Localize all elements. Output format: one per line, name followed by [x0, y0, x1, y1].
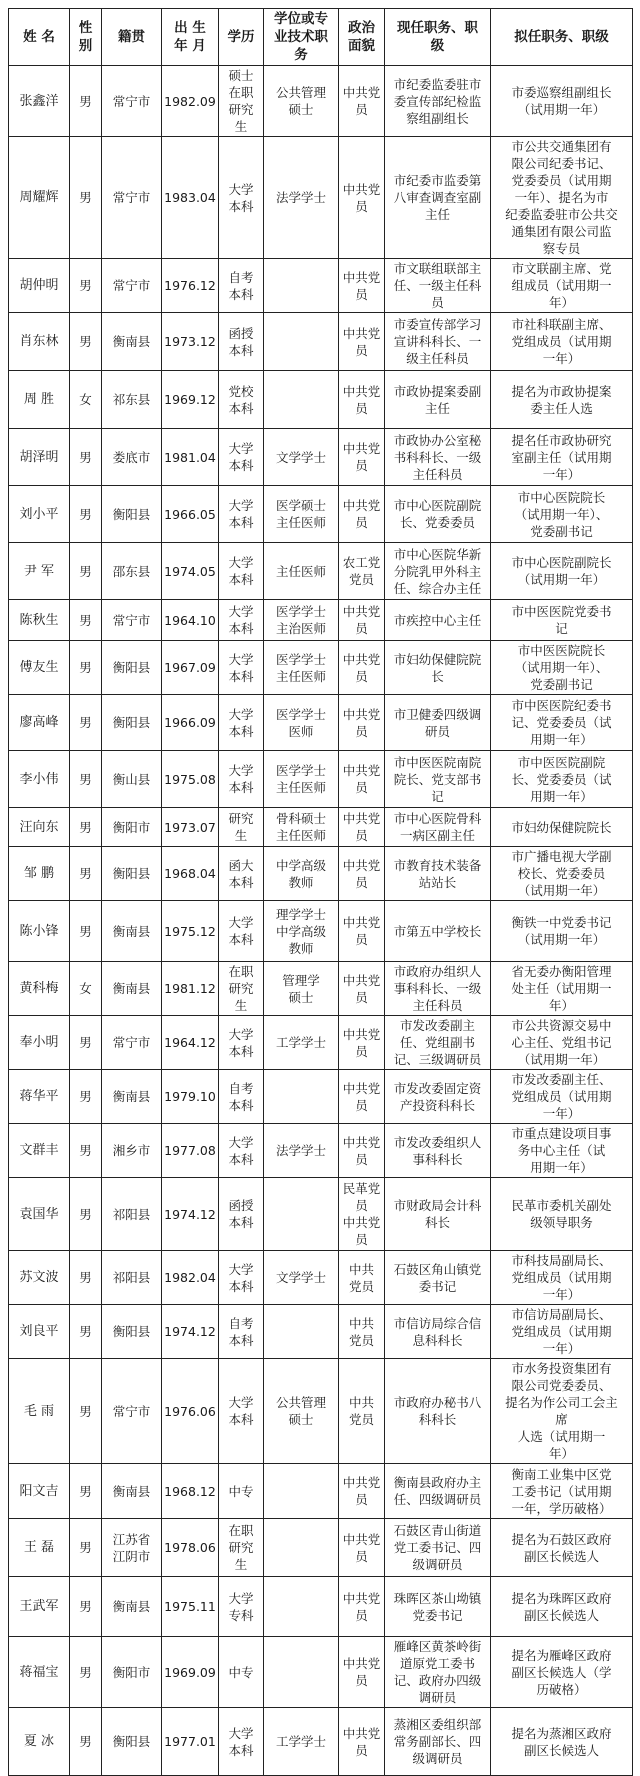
cell-gender: 男 [70, 1178, 102, 1251]
cell-birth: 1969.09 [162, 1637, 219, 1708]
cell-political: 中共党 员 [339, 137, 385, 259]
cell-proposed-position: 提名为雁峰区政府 副区长候选人（学 历破格） [491, 1637, 633, 1708]
cell-name: 奉小明 [9, 1016, 70, 1070]
cell-degree [264, 1305, 339, 1359]
cell-education: 自考 本科 [219, 1070, 264, 1124]
cell-education: 大学 本科 [219, 1708, 264, 1776]
cell-political: 中共党 员 [339, 962, 385, 1016]
cell-birth: 1967.09 [162, 641, 219, 695]
cell-current-position: 蒸湘区委组织部 常务副部长、四 级调研员 [385, 1708, 491, 1776]
cell-proposed-position: 市公共交通集团有 限公司纪委书记、 党委委员（试用期 一年）、提名为市 纪委监委驻市公共交 通集团有限公司监 察专员 [491, 137, 633, 259]
cell-current-position: 市疾控中心主任 [385, 600, 491, 641]
cell-proposed-position: 市中医医院党委书 记 [491, 600, 633, 641]
cell-birth: 1977.01 [162, 1708, 219, 1776]
cell-degree: 文学学士 [264, 1251, 339, 1305]
cell-degree: 工学学士 [264, 1708, 339, 1776]
cell-birth: 1966.09 [162, 695, 219, 751]
table-row [9, 1637, 633, 1708]
table-row [9, 429, 633, 486]
cell-degree: 公共管理 硕士 [264, 1359, 339, 1464]
cell-name: 胡仲明 [9, 259, 70, 313]
cell-birth: 1974.12 [162, 1305, 219, 1359]
cell-current-position: 衡南县政府办主 任、四级调研员 [385, 1464, 491, 1519]
cell-name: 文群丰 [9, 1124, 70, 1178]
cell-current-position: 市卫健委四级调 研员 [385, 695, 491, 751]
header-degree: 学位或专 业技术职 务 [264, 9, 339, 66]
cell-origin: 衡南县 [102, 1070, 162, 1124]
cell-origin: 衡南县 [102, 313, 162, 371]
table-row [9, 66, 633, 137]
cell-gender: 男 [70, 600, 102, 641]
cell-education: 大学 本科 [219, 1359, 264, 1464]
cell-name: 尹 军 [9, 543, 70, 600]
cell-gender: 男 [70, 259, 102, 313]
cell-name: 周 胜 [9, 371, 70, 429]
cell-education: 中专 [219, 1464, 264, 1519]
table-row [9, 1519, 633, 1577]
table-row [9, 486, 633, 543]
cell-degree [264, 1464, 339, 1519]
cell-education: 大学 本科 [219, 429, 264, 486]
cell-political: 中共党 员 [339, 1464, 385, 1519]
cell-proposed-position: 市中医医院副院 长、党委委员（试 用期一年） [491, 751, 633, 808]
cell-proposed-position: 市广播电视大学副 校长、党委委员 （试用期一年） [491, 847, 633, 901]
cell-degree: 公共管理 硕士 [264, 66, 339, 137]
header-name: 姓 名 [9, 9, 70, 66]
cell-gender: 男 [70, 66, 102, 137]
cell-gender: 男 [70, 695, 102, 751]
cell-gender: 男 [70, 486, 102, 543]
cell-political: 中共党 员 [339, 808, 385, 847]
cell-proposed-position: 省无委办衡阳管理 处主任（试用期一 年） [491, 962, 633, 1016]
cell-current-position: 市政协提案委副 主任 [385, 371, 491, 429]
cell-degree: 医学学士 主任医师 [264, 751, 339, 808]
cell-proposed-position: 市妇幼保健院院长 [491, 808, 633, 847]
cell-degree: 骨科硕士 主任医师 [264, 808, 339, 847]
cell-name: 夏 冰 [9, 1708, 70, 1776]
cell-gender: 男 [70, 1016, 102, 1070]
cell-political: 中共党 员 [339, 259, 385, 313]
cell-political: 中共党 员 [339, 751, 385, 808]
cell-name: 傅友生 [9, 641, 70, 695]
cell-current-position: 石鼓区青山街道 党工委书记、四 级调研员 [385, 1519, 491, 1577]
cell-name: 阳文吉 [9, 1464, 70, 1519]
table-row [9, 901, 633, 962]
cell-gender: 男 [70, 1305, 102, 1359]
cell-birth: 1968.04 [162, 847, 219, 901]
table-row [9, 600, 633, 641]
cell-education: 大学 本科 [219, 1251, 264, 1305]
cell-birth: 1981.12 [162, 962, 219, 1016]
cell-birth: 1969.12 [162, 371, 219, 429]
cell-origin: 湘乡市 [102, 1124, 162, 1178]
cell-name: 汪向东 [9, 808, 70, 847]
table-row [9, 751, 633, 808]
cell-origin: 祁阳县 [102, 1178, 162, 1251]
cell-name: 陈小锋 [9, 901, 70, 962]
cell-proposed-position: 市委巡察组副组长 （试用期一年） [491, 66, 633, 137]
cell-political: 中共党 员 [339, 1637, 385, 1708]
cell-degree: 医学学士 主治医师 [264, 600, 339, 641]
cell-gender: 男 [70, 751, 102, 808]
cell-origin: 衡阳县 [102, 695, 162, 751]
cell-gender: 男 [70, 1637, 102, 1708]
cell-name: 胡泽明 [9, 429, 70, 486]
cell-proposed-position: 市科技局副局长、 党组成员（试用期 一年） [491, 1251, 633, 1305]
cell-current-position: 市信访局综合信 息科科长 [385, 1305, 491, 1359]
cell-political: 中共党 员 [339, 486, 385, 543]
cell-proposed-position: 提名为珠晖区政府 副区长候选人 [491, 1577, 633, 1637]
cell-degree: 管理学 硕士 [264, 962, 339, 1016]
cell-origin: 娄底市 [102, 429, 162, 486]
cell-proposed-position: 市公共资源交易中 心主任、党组书记 （试用期一年） [491, 1016, 633, 1070]
table-row [9, 808, 633, 847]
cell-birth: 1982.04 [162, 1251, 219, 1305]
cell-birth: 1974.12 [162, 1178, 219, 1251]
cell-name: 陈秋生 [9, 600, 70, 641]
cell-political: 中共党 员 [339, 600, 385, 641]
cell-name: 邹 鹏 [9, 847, 70, 901]
cell-birth: 1968.12 [162, 1464, 219, 1519]
table-row [9, 1577, 633, 1637]
cell-origin: 衡阳县 [102, 847, 162, 901]
cell-current-position: 市中心医院骨科 一病区副主任 [385, 808, 491, 847]
cell-education: 函大 本科 [219, 847, 264, 901]
cell-proposed-position: 市信访局副局长、 党组成员（试用期 一年） [491, 1305, 633, 1359]
header-proposed-position: 拟任职务、职级 [491, 9, 633, 66]
cell-political: 中共党 员 [339, 66, 385, 137]
header-current-position: 现任职务、职 级 [385, 9, 491, 66]
cell-origin: 衡阳县 [102, 1708, 162, 1776]
cell-current-position: 市中医医院南院 院长、党支部书 记 [385, 751, 491, 808]
header-political: 政治 面貌 [339, 9, 385, 66]
cell-gender: 男 [70, 641, 102, 695]
cell-origin: 祁东县 [102, 371, 162, 429]
header-gender: 性 别 [70, 9, 102, 66]
cell-current-position: 市政府办组织人 事科科长、一级 主任科员 [385, 962, 491, 1016]
cell-birth: 1976.12 [162, 259, 219, 313]
cell-degree [264, 371, 339, 429]
table-row [9, 1359, 633, 1464]
cell-gender: 男 [70, 1359, 102, 1464]
cell-name: 苏文波 [9, 1251, 70, 1305]
cell-political: 中共党 员 [339, 313, 385, 371]
cell-education: 大学 本科 [219, 641, 264, 695]
cell-proposed-position: 市中心医院副院长 （试用期一年） [491, 543, 633, 600]
cell-current-position: 市中心医院华新 分院乳甲外科主 任、综合办主任 [385, 543, 491, 600]
cell-birth: 1975.12 [162, 901, 219, 962]
cell-birth: 1979.10 [162, 1070, 219, 1124]
cell-current-position: 市委宣传部学习 宣讲科科长、一 级主任科员 [385, 313, 491, 371]
cell-political: 中共党 员 [339, 1519, 385, 1577]
cell-political: 中共党 员 [339, 695, 385, 751]
cell-degree [264, 1577, 339, 1637]
table-row [9, 1464, 633, 1519]
cell-education: 大学 专科 [219, 1577, 264, 1637]
cell-degree: 医学硕士 主任医师 [264, 486, 339, 543]
cell-political: 中共党 员 [339, 1577, 385, 1637]
cell-political: 中共党 员 [339, 847, 385, 901]
cell-political: 中共党 员 [339, 1124, 385, 1178]
table-row [9, 695, 633, 751]
table-row [9, 371, 633, 429]
cell-political: 中共党 员 [339, 1708, 385, 1776]
cell-name: 袁国华 [9, 1178, 70, 1251]
cell-political: 中共党 员 [339, 901, 385, 962]
cell-degree: 中学高级 教师 [264, 847, 339, 901]
table-row [9, 847, 633, 901]
cell-origin: 衡阳市 [102, 808, 162, 847]
cell-name: 肖东林 [9, 313, 70, 371]
cell-birth: 1976.06 [162, 1359, 219, 1464]
cell-political: 中共党 员 [339, 1070, 385, 1124]
cell-degree: 理学学士 中学高级 教师 [264, 901, 339, 962]
cell-birth: 1977.08 [162, 1124, 219, 1178]
cell-proposed-position: 提名为石鼓区政府 副区长候选人 [491, 1519, 633, 1577]
cell-current-position: 市发改委副主 任、党组副书 记、三级调研员 [385, 1016, 491, 1070]
cell-name: 蒋华平 [9, 1070, 70, 1124]
cell-proposed-position: 市文联副主席、党 组成员（试用期一 年） [491, 259, 633, 313]
cell-education: 大学 本科 [219, 1016, 264, 1070]
table-row [9, 1708, 633, 1776]
cell-name: 廖高峰 [9, 695, 70, 751]
cell-degree [264, 1070, 339, 1124]
table-row [9, 259, 633, 313]
cell-gender: 男 [70, 313, 102, 371]
cell-political: 中共党 员 [339, 1016, 385, 1070]
cell-birth: 1975.08 [162, 751, 219, 808]
cell-education: 函授 本科 [219, 1178, 264, 1251]
header-birth: 出 生 年 月 [162, 9, 219, 66]
cell-proposed-position: 市发改委副主任、 党组成员（试用期 一年） [491, 1070, 633, 1124]
cell-current-position: 市纪委市监委第 八审查调查室副 主任 [385, 137, 491, 259]
cell-education: 大学 本科 [219, 543, 264, 600]
cell-political: 中共党 员 [339, 429, 385, 486]
cell-current-position: 市文联组联部主 任、一级主任科 员 [385, 259, 491, 313]
cell-education: 党校 本科 [219, 371, 264, 429]
cell-origin: 邵东县 [102, 543, 162, 600]
cell-gender: 男 [70, 137, 102, 259]
cell-name: 周耀辉 [9, 137, 70, 259]
cell-current-position: 雁峰区黄茶岭街 道原党工委书 记、政府办四级 调研员 [385, 1637, 491, 1708]
cell-proposed-position: 提名任市政协研究 室副主任（试用期 一年） [491, 429, 633, 486]
cell-gender: 男 [70, 1708, 102, 1776]
cell-birth: 1983.04 [162, 137, 219, 259]
cell-education: 自考 本科 [219, 259, 264, 313]
table-row [9, 1178, 633, 1251]
cell-gender: 男 [70, 1124, 102, 1178]
cell-education: 函授 本科 [219, 313, 264, 371]
cell-current-position: 市发改委固定资 产投资科科长 [385, 1070, 491, 1124]
cell-birth: 1978.06 [162, 1519, 219, 1577]
cell-proposed-position: 衡铁一中党委书记 （试用期一年） [491, 901, 633, 962]
cell-birth: 1982.09 [162, 66, 219, 137]
cell-name: 王 磊 [9, 1519, 70, 1577]
cell-current-position: 市政府办秘书八 科科长 [385, 1359, 491, 1464]
cell-education: 大学 本科 [219, 901, 264, 962]
header-education: 学历 [219, 9, 264, 66]
cell-degree: 工学学士 [264, 1016, 339, 1070]
cell-birth: 1964.12 [162, 1016, 219, 1070]
cell-origin: 祁阳县 [102, 1251, 162, 1305]
cell-origin: 衡山县 [102, 751, 162, 808]
table-row [9, 1124, 633, 1178]
cell-gender: 男 [70, 429, 102, 486]
cell-political: 中共 党员 [339, 1305, 385, 1359]
cell-name: 黄科梅 [9, 962, 70, 1016]
cell-education: 大学 本科 [219, 486, 264, 543]
cell-current-position: 市第五中学校长 [385, 901, 491, 962]
table-header-row [9, 9, 633, 66]
cell-degree: 法学学士 [264, 1124, 339, 1178]
cell-proposed-position: 市中医医院院长 （试用期一年）、 党委副书记 [491, 641, 633, 695]
cell-degree: 法学学士 [264, 137, 339, 259]
cell-education: 大学 本科 [219, 1124, 264, 1178]
table-row [9, 137, 633, 259]
cell-name: 李小伟 [9, 751, 70, 808]
cell-proposed-position: 衡南工业集中区党 工委书记（试用期 一年，学历破格） [491, 1464, 633, 1519]
cell-birth: 1973.07 [162, 808, 219, 847]
table-row [9, 313, 633, 371]
cell-education: 研究 生 [219, 808, 264, 847]
cell-current-position: 石鼓区角山镇党 委书记 [385, 1251, 491, 1305]
cell-origin: 江苏省 江阴市 [102, 1519, 162, 1577]
cell-origin: 衡阳县 [102, 1305, 162, 1359]
cell-political: 中共党 员 [339, 641, 385, 695]
cell-political: 中共党 员 [339, 371, 385, 429]
cell-proposed-position: 民革市委机关副处 级领导职务 [491, 1178, 633, 1251]
cell-gender: 女 [70, 962, 102, 1016]
cell-education: 大学 本科 [219, 751, 264, 808]
table-row [9, 1016, 633, 1070]
cell-name: 刘小平 [9, 486, 70, 543]
appointment-table [8, 8, 633, 1776]
cell-name: 张鑫洋 [9, 66, 70, 137]
cell-origin: 常宁市 [102, 1016, 162, 1070]
cell-proposed-position: 市重点建设项目事 务中心主任（试 用期一年） [491, 1124, 633, 1178]
table-row [9, 543, 633, 600]
cell-gender: 男 [70, 543, 102, 600]
cell-name: 毛 雨 [9, 1359, 70, 1464]
cell-political: 中共 党员 [339, 1251, 385, 1305]
cell-degree [264, 313, 339, 371]
cell-political: 民革党 员 中共党 员 [339, 1178, 385, 1251]
cell-current-position: 市中心医院副院 长、党委委员 [385, 486, 491, 543]
cell-education: 大学 本科 [219, 600, 264, 641]
cell-political: 农工党 党员 [339, 543, 385, 600]
cell-birth: 1973.12 [162, 313, 219, 371]
cell-degree: 主任医师 [264, 543, 339, 600]
cell-gender: 男 [70, 1070, 102, 1124]
cell-birth: 1964.10 [162, 600, 219, 641]
table-body [9, 66, 633, 1776]
cell-origin: 衡南县 [102, 1577, 162, 1637]
cell-degree [264, 1519, 339, 1577]
cell-proposed-position: 提名为市政协提案 委主任人选 [491, 371, 633, 429]
cell-origin: 衡阳县 [102, 486, 162, 543]
cell-origin: 衡南县 [102, 962, 162, 1016]
table-row [9, 641, 633, 695]
cell-gender: 男 [70, 808, 102, 847]
cell-degree: 文学学士 [264, 429, 339, 486]
cell-birth: 1975.11 [162, 1577, 219, 1637]
cell-current-position: 市政协办公室秘 书科科长、一级 主任科员 [385, 429, 491, 486]
cell-birth: 1974.05 [162, 543, 219, 600]
cell-gender: 男 [70, 1519, 102, 1577]
cell-education: 在职 研究 生 [219, 962, 264, 1016]
cell-origin: 衡阳县 [102, 641, 162, 695]
cell-current-position: 市纪委监委驻市 委宣传部纪检监 察组副组长 [385, 66, 491, 137]
cell-current-position: 市妇幼保健院院 长 [385, 641, 491, 695]
cell-origin: 常宁市 [102, 600, 162, 641]
cell-proposed-position: 市中心医院院长 （试用期一年）、 党委副书记 [491, 486, 633, 543]
cell-proposed-position: 市社科联副主席、 党组成员（试用期 一年） [491, 313, 633, 371]
cell-gender: 男 [70, 901, 102, 962]
cell-education: 自考 本科 [219, 1305, 264, 1359]
table-row [9, 962, 633, 1016]
cell-gender: 男 [70, 1577, 102, 1637]
cell-education: 在职 研究 生 [219, 1519, 264, 1577]
cell-origin: 常宁市 [102, 137, 162, 259]
table-row [9, 1070, 633, 1124]
cell-current-position: 市教育技术装备 站站长 [385, 847, 491, 901]
cell-degree: 医学学士 主任医师 [264, 641, 339, 695]
cell-education: 中专 [219, 1637, 264, 1708]
cell-proposed-position: 市水务投资集团有 限公司党委委员、 提名为作公司工会主 席 人选（试用期一 年） [491, 1359, 633, 1464]
cell-origin: 衡南县 [102, 901, 162, 962]
cell-proposed-position: 提名为蒸湘区政府 副区长候选人 [491, 1708, 633, 1776]
cell-gender: 男 [70, 847, 102, 901]
cell-gender: 男 [70, 1464, 102, 1519]
cell-current-position: 市财政局会计科 科长 [385, 1178, 491, 1251]
cell-name: 蒋福宝 [9, 1637, 70, 1708]
cell-birth: 1981.04 [162, 429, 219, 486]
cell-degree [264, 1637, 339, 1708]
cell-degree: 医学学士 医师 [264, 695, 339, 751]
table-row [9, 1305, 633, 1359]
cell-origin: 常宁市 [102, 259, 162, 313]
cell-name: 王武军 [9, 1577, 70, 1637]
cell-gender: 女 [70, 371, 102, 429]
cell-education: 大学 本科 [219, 695, 264, 751]
cell-gender: 男 [70, 1251, 102, 1305]
cell-degree [264, 259, 339, 313]
cell-proposed-position: 市中医医院纪委书 记、党委委员（试 用期一年） [491, 695, 633, 751]
cell-current-position: 珠晖区茶山坳镇 党委书记 [385, 1577, 491, 1637]
cell-origin: 常宁市 [102, 66, 162, 137]
table-row [9, 1251, 633, 1305]
cell-origin: 衡阳市 [102, 1637, 162, 1708]
cell-origin: 衡南县 [102, 1464, 162, 1519]
cell-degree [264, 1178, 339, 1251]
cell-political: 中共 党员 [339, 1359, 385, 1464]
cell-name: 刘良平 [9, 1305, 70, 1359]
cell-current-position: 市发改委组织人 事科科长 [385, 1124, 491, 1178]
header-origin: 籍贯 [102, 9, 162, 66]
cell-origin: 常宁市 [102, 1359, 162, 1464]
cell-birth: 1966.05 [162, 486, 219, 543]
cell-education: 大学 本科 [219, 137, 264, 259]
cell-education: 硕士 在职 研究 生 [219, 66, 264, 137]
